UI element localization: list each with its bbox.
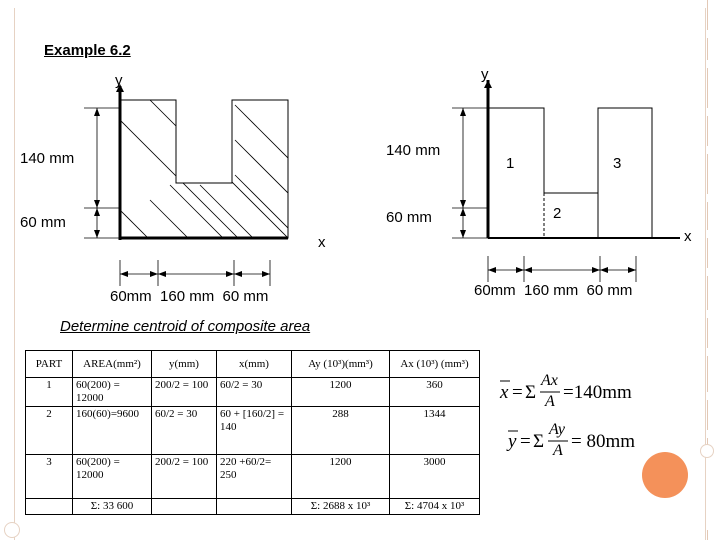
col-header-ax: Ax (10³) (mm³) xyxy=(390,351,480,378)
right-bottom-dims: 60mm 160 mm 60 mm xyxy=(474,282,633,299)
cell-y: 200/2 = 100 xyxy=(152,455,217,499)
centroid-table xyxy=(25,350,480,515)
part-1-label: 1 xyxy=(506,155,515,172)
right-dim-60: 60 mm xyxy=(386,209,432,226)
ybar-denominator: A xyxy=(553,442,563,459)
cell-x: 60 + [160/2] = 140 xyxy=(217,407,292,455)
cell-x: 60/2 = 30 xyxy=(217,378,292,407)
ybar-equals: = xyxy=(520,431,531,452)
cell-part: 3 xyxy=(26,455,73,499)
xbar-result: =140mm xyxy=(563,382,632,403)
cell-ax: 3000 xyxy=(390,455,480,499)
left-dim-60: 60 mm xyxy=(20,214,66,231)
cell-ay: 1200 xyxy=(292,378,390,407)
right-y-axis-label: y xyxy=(481,66,489,83)
cell-y: 60/2 = 30 xyxy=(152,407,217,455)
cell-area: 60(200) = 12000 xyxy=(73,378,152,407)
table-totals-row xyxy=(26,499,480,515)
cell-ay: 1200 xyxy=(292,455,390,499)
cell-total-part xyxy=(26,499,73,515)
left-figure-shape xyxy=(84,80,300,286)
table-row xyxy=(26,378,480,407)
right-dim-140: 140 mm xyxy=(386,142,441,159)
cell-ay: 288 xyxy=(292,407,390,455)
cell-total-x xyxy=(217,499,292,515)
left-y-axis-label: y xyxy=(115,72,123,89)
ybar-sigma: Σ xyxy=(533,431,545,452)
left-dim-140: 140 mm xyxy=(20,150,75,167)
right-x-axis-label: x xyxy=(684,228,692,245)
cell-area: 60(200) = 12000 xyxy=(73,455,152,499)
xbar-sigma: Σ xyxy=(525,382,537,403)
right-figure-shape xyxy=(452,80,680,282)
page-title: Example 6.2 xyxy=(44,42,131,59)
col-header-area: AREA(mm²) xyxy=(73,351,152,378)
cell-ax: 360 xyxy=(390,378,480,407)
cell-part: 2 xyxy=(26,407,73,455)
ybar-numerator: Ay xyxy=(549,421,565,438)
part-2-label: 2 xyxy=(553,205,562,222)
xbar-symbol: x xyxy=(500,382,509,403)
left-bottom-dims: 60mm 160 mm 60 mm xyxy=(110,288,269,305)
xbar-equals: = xyxy=(512,382,523,403)
cell-y: 200/2 = 100 xyxy=(152,378,217,407)
section-heading: Determine centroid of composite area xyxy=(60,318,311,335)
ybar-symbol: y xyxy=(508,431,517,452)
col-header-ay: Ay (10³)(mm³) xyxy=(292,351,390,378)
cell-total-ax: Σ: 4704 x 10³ xyxy=(390,499,480,515)
table-row xyxy=(26,455,480,499)
ybar-result: = 80mm xyxy=(571,431,636,452)
xbar-denominator: A xyxy=(545,393,555,410)
col-header-part: PART xyxy=(26,351,73,378)
cell-total-ay: Σ: 2688 x 10³ xyxy=(292,499,390,515)
cell-x: 220 +60/2= 250 xyxy=(217,455,292,499)
xbar-numerator: Ax xyxy=(541,372,558,389)
part-3-label: 3 xyxy=(613,155,622,172)
cell-part: 1 xyxy=(26,378,73,407)
col-header-y: y(mm) xyxy=(152,351,217,378)
col-header-x: x(mm) xyxy=(217,351,292,378)
cell-total-area: Σ: 33 600 xyxy=(73,499,152,515)
cell-area: 160(60)=9600 xyxy=(73,407,152,455)
left-x-axis-label: x xyxy=(318,234,326,251)
cell-total-y xyxy=(152,499,217,515)
cell-ax: 1344 xyxy=(390,407,480,455)
table-row xyxy=(26,407,480,455)
table-header-row xyxy=(26,351,480,378)
